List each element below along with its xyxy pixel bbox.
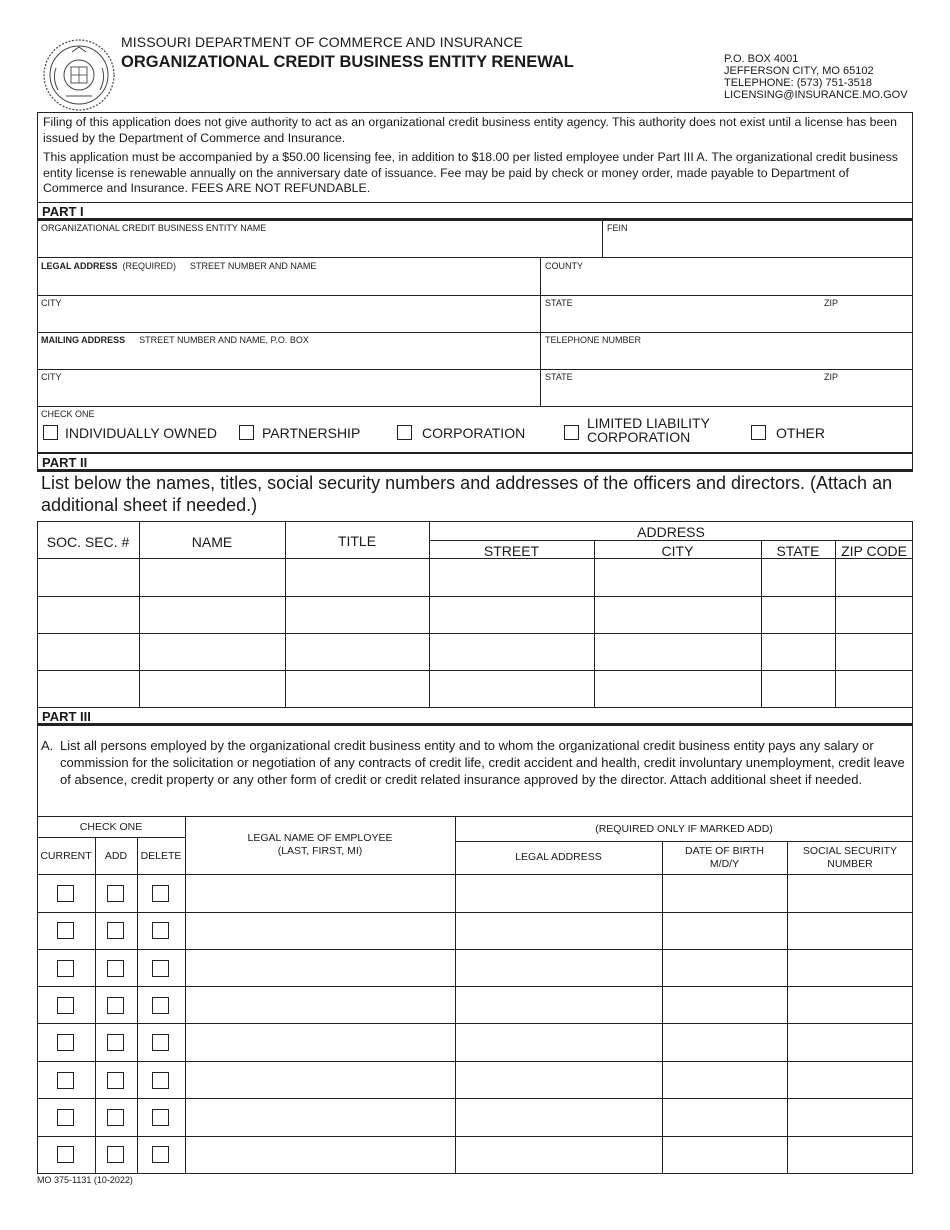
telephone-field[interactable]: TELEPHONE NUMBER <box>545 335 642 345</box>
llc-label-line2: CORPORATION <box>587 429 691 445</box>
contact-po-box: P.O. BOX 4001 <box>724 53 799 65</box>
fein-field[interactable]: FEIN <box>607 223 628 233</box>
part3-a-label: A. <box>41 738 54 753</box>
col-check-one: CHECK ONE <box>79 821 143 833</box>
current-checkbox[interactable] <box>57 1109 74 1126</box>
intro-notice <box>37 112 913 202</box>
col-address: ADDRESS <box>637 524 705 540</box>
llc-checkbox[interactable] <box>564 425 579 440</box>
add-checkbox[interactable] <box>107 1072 124 1089</box>
legal-zip-field[interactable]: ZIP <box>824 298 839 308</box>
contact-email: LICENSING@INSURANCE.MO.GOV <box>724 89 908 101</box>
col-ssn: SOC. SEC. # <box>46 534 130 550</box>
form-title: ORGANIZATIONAL CREDIT BUSINESS ENTITY RENEWAL <box>121 53 574 71</box>
intro-fees: This application must be accompanied by a $50.00 licensing fee, in addition to $18.00 per listed employee under Part III A. The organizational credit business entity license is renewable annually on the anniversary date of issuance. Fee may be paid by check or money order, made payable to Department of Commerce and Insurance. FEES ARE NOT REFUNDABLE. <box>43 150 898 195</box>
contact-telephone: TELEPHONE: (573) 751-3518 <box>724 77 872 89</box>
partnership-label: PARTNERSHIP <box>262 425 361 441</box>
current-checkbox[interactable] <box>57 1146 74 1163</box>
col-legal-name-line1: LEGAL NAME OF EMPLOYEE <box>247 832 393 844</box>
delete-checkbox[interactable] <box>152 1146 169 1163</box>
add-checkbox[interactable] <box>107 1146 124 1163</box>
delete-checkbox[interactable] <box>152 960 169 977</box>
state-seal-logo <box>42 38 116 112</box>
current-checkbox[interactable] <box>57 1072 74 1089</box>
part3-instructions <box>41 737 911 788</box>
add-checkbox[interactable] <box>107 1109 124 1126</box>
delete-checkbox[interactable] <box>152 1109 169 1126</box>
part2-heading: PART II <box>37 453 913 472</box>
col-ssn-line2: NUMBER <box>827 858 873 870</box>
county-field[interactable]: COUNTY <box>545 261 583 271</box>
corporation-checkbox[interactable] <box>397 425 412 440</box>
add-checkbox[interactable] <box>107 960 124 977</box>
col-dob <box>662 845 787 871</box>
col-zip: ZIP CODE <box>841 543 907 559</box>
current-checkbox[interactable] <box>57 922 74 939</box>
llc-label-line1: LIMITED LIABILITY <box>587 415 710 431</box>
col-required-if-add: (REQUIRED ONLY IF MARKED ADD) <box>595 823 773 835</box>
mailing-street-label: STREET NUMBER AND NAME, P.O. BOX <box>139 335 309 345</box>
add-checkbox[interactable] <box>107 922 124 939</box>
employees-section <box>37 726 913 1174</box>
current-checkbox[interactable] <box>57 885 74 902</box>
street-label: STREET NUMBER AND NAME <box>190 261 317 271</box>
current-checkbox[interactable] <box>57 960 74 977</box>
col-title: TITLE <box>337 533 377 549</box>
col-legal-name-line2: (LAST, FIRST, MI) <box>277 845 363 857</box>
corporation-label: CORPORATION <box>422 425 526 441</box>
mailing-state-field[interactable]: STATE <box>545 372 573 382</box>
col-legal-address: LEGAL ADDRESS <box>515 851 602 863</box>
delete-checkbox[interactable] <box>152 922 169 939</box>
other-label: OTHER <box>776 425 825 441</box>
check-one-label: CHECK ONE <box>41 409 95 419</box>
col-add: ADD <box>104 850 128 862</box>
legal-address-label: LEGAL ADDRESS <box>41 261 118 271</box>
add-checkbox[interactable] <box>107 885 124 902</box>
contact-info <box>724 53 908 101</box>
part1-heading: PART I <box>37 202 913 221</box>
current-checkbox[interactable] <box>57 1034 74 1051</box>
col-legal-name <box>185 832 455 858</box>
form-number: MO 375-1131 (10-2022) <box>37 1175 133 1185</box>
col-delete: DELETE <box>140 850 182 862</box>
mailing-address-field[interactable] <box>41 335 309 345</box>
col-dob-line2: M/D/Y <box>709 858 740 870</box>
intro-authority: Filing of this application does not give authority to act as an organizational credit business entity agency. This authority does not exist until a license has been issued by the Department of Commerce and Insurance. <box>43 115 897 145</box>
delete-checkbox[interactable] <box>152 885 169 902</box>
col-ssn-line1: SOCIAL SECURITY <box>802 845 898 857</box>
individually-owned-checkbox[interactable] <box>43 425 58 440</box>
delete-checkbox[interactable] <box>152 997 169 1014</box>
col-street: STREET <box>483 543 540 559</box>
part3-a-text: List all persons employed by the organizational credit business entity and to whom the organizational credit business entity pays any salary or commission for the solicitation or negotiation of any contracts of credit life, credit accident and health, credit involuntary unemployment, credit leave of absence, credit property or any other form of credit or credit related insurance approved by the director. Attach additional sheet if needed. <box>60 738 905 787</box>
part3-heading: PART III <box>37 707 913 726</box>
current-checkbox[interactable] <box>57 997 74 1014</box>
entity-name-field[interactable]: ORGANIZATIONAL CREDIT BUSINESS ENTITY NAME <box>41 223 267 233</box>
add-checkbox[interactable] <box>107 1034 124 1051</box>
agency-name: MISSOURI DEPARTMENT OF COMMERCE AND INSURANCE <box>121 34 523 50</box>
individually-owned-label: INDIVIDUALLY OWNED <box>65 425 217 441</box>
col-dob-line1: DATE OF BIRTH <box>685 845 764 857</box>
col-current: CURRENT <box>40 850 92 862</box>
partnership-checkbox[interactable] <box>239 425 254 440</box>
other-checkbox[interactable] <box>751 425 766 440</box>
legal-state-field[interactable]: STATE <box>545 298 573 308</box>
col-state: STATE <box>776 543 820 559</box>
required-note: (REQUIRED) <box>122 261 177 271</box>
legal-city-field[interactable]: CITY <box>41 298 62 308</box>
col-ssn-number <box>787 845 913 871</box>
part2-instructions: List below the names, titles, social security numbers and addresses of the officers and directors. (Attach an additional sheet if needed.) <box>41 473 893 515</box>
mailing-zip-field[interactable]: ZIP <box>824 372 839 382</box>
delete-checkbox[interactable] <box>152 1034 169 1051</box>
delete-checkbox[interactable] <box>152 1072 169 1089</box>
col-city: CITY <box>661 543 694 559</box>
contact-city: JEFFERSON CITY, MO 65102 <box>724 65 874 77</box>
legal-address-field[interactable] <box>41 261 316 271</box>
mailing-city-field[interactable]: CITY <box>41 372 62 382</box>
mailing-address-label: MAILING ADDRESS <box>41 335 126 345</box>
col-name: NAME <box>191 534 233 550</box>
add-checkbox[interactable] <box>107 997 124 1014</box>
